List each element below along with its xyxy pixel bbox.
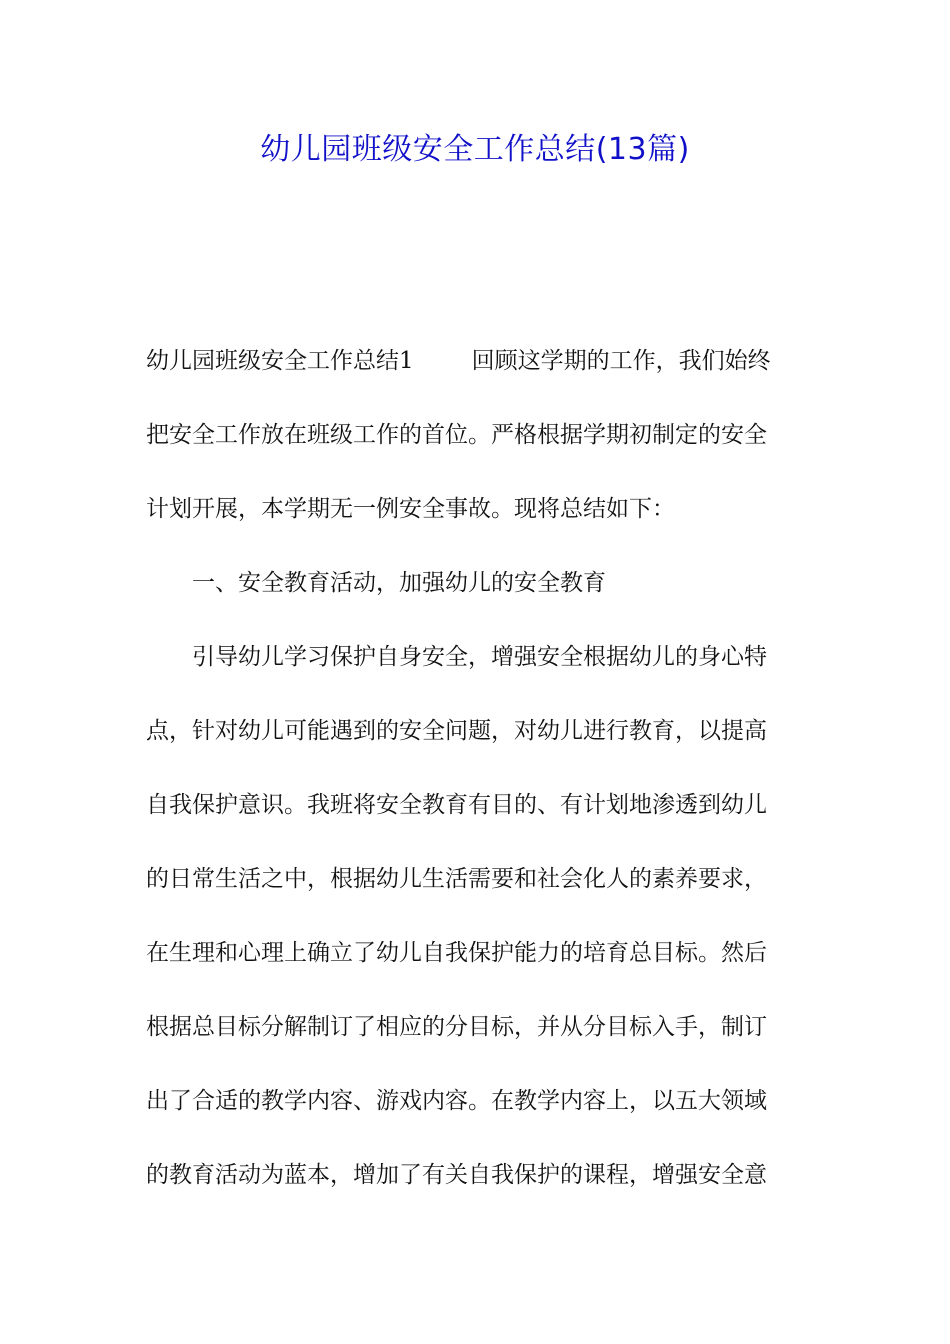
paragraph-line: 点，针对幼儿可能遇到的安全问题，对幼儿进行教育，以提高 (146, 718, 767, 744)
section-subheading: 一、安全教育活动，加强幼儿的安全教育 (192, 570, 606, 596)
paragraph-line: 幼儿园班级安全工作总结1 回顾这学期的工作，我们始终 (146, 348, 771, 374)
document-body (146, 338, 816, 1226)
paragraph-line: 自我保护意识。我班将安全教育有目的、有计划地渗透到幼儿 (146, 792, 767, 818)
section-heading: 幼儿园班级安全工作总结1 (146, 348, 414, 374)
paragraph-line: 在生理和心理上确立了幼儿自我保护能力的培育总目标。然后 (146, 940, 767, 966)
paragraph-line: 计划开展，本学期无一例安全事故。现将总结如下： (146, 496, 675, 522)
paragraph-line: 的教育活动为蓝本，增加了有关自我保护的课程，增强安全意 (146, 1162, 767, 1188)
paragraph-line: 出了合适的教学内容、游戏内容。在教学内容上，以五大领域 (146, 1088, 767, 1114)
document-title: 幼儿园班级安全工作总结(13篇) (260, 132, 690, 167)
paragraph-line: 引导幼儿学习保护自身安全，增强安全根据幼儿的身心特 (192, 644, 767, 670)
paragraph-line: 根据总目标分解制订了相应的分目标，并从分目标入手，制订 (146, 1014, 767, 1040)
paragraph-line: 把安全工作放在班级工作的首位。严格根据学期初制定的安全 (146, 422, 767, 448)
paragraph-line: 的日常生活之中，根据幼儿生活需要和社会化人的素养要求， (146, 866, 767, 892)
